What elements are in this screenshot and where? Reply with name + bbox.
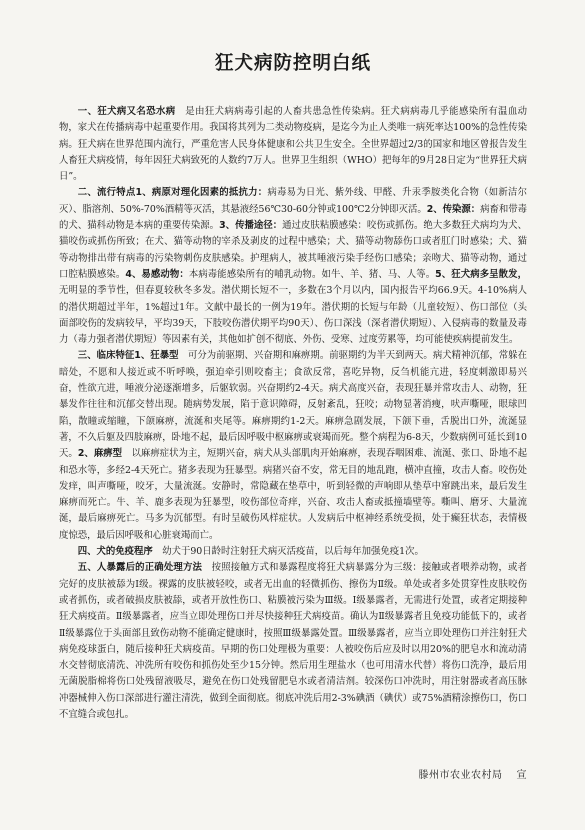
section-2-body: 病毒易为日光、紫外线、甲醛、升汞季胺类化合物（如新洁尔灭）、脂溶剂、50%-70%酒精等灭活，其悬液经56℃30-60分钟或100℃2分钟即灭活。 (59, 187, 527, 215)
page-title: 狂犬病防控明白纸 (214, 53, 371, 74)
section-2-part-1-heading: 2、传染源： (426, 203, 481, 215)
signature (0, 766, 527, 781)
section-3-heading: 三、临床特征1、狂暴型 (77, 350, 179, 362)
section-1-body: 是由狂犬病病毒引起的人畜共患急性传染病。狂犬病病毒几乎能感染所有温血动物，家犬在传播病毒中起重要作用。我国将其列为二类动物疫病，是迄今为止人类唯一病死率达100%的急性传染病。狂犬病在世界范围内流行，严重危害人民身体健康和公共卫生安全。全世界超过2/3的国家和地区曾报告发生人畜狂犬病疫情，每年因狂犬病致死的人数约7万人。世界卫生组织（WHO）把每年的9月28日定为“世界狂犬病日”。 (59, 106, 527, 183)
section-2-part-3-text: 本病毒能感染所有的哺乳动物。如牛、羊、猪、马、人等。 (188, 268, 436, 280)
section-1-heading: 一、狂犬病又名恐水病 (77, 106, 176, 117)
signature-org: 滕州市农业农村局 (418, 770, 503, 781)
section-3 (59, 348, 527, 544)
section-2-part-4-heading: 5、狂犬病多呈散发， (435, 268, 527, 280)
section-3-part-1-text: 以麻痹症状为主，短期兴奋，病犬从头部肌肉开始麻痹，表现吞咽困难、流涎、张口、卧地不起和恐水等，多经2-4天死亡。猪多表现为狂暴型。病猪兴奋不安，常无目的地乱跑，横冲直撞，攻击人畜。咬伤处发痒，叫声嘶哑，咬牙，大量流涎。安静时，常隐藏在垫草中，听到轻微的声响即从垫草中窜跳出来，最后发生麻痹而死亡。牛、羊、鹿多表现为狂暴型，咬伤部位奇痒，兴奋、攻击人畜或抵撞墙壁等。嘶叫、磨牙、大量流涎，最后麻痹死亡。马多为沉郁型。有时呈破伤风样症状。人发病后中枢神经系统受损，处于癫狂状态，表情极度惊恐，最后因呼吸和心脏衰竭而亡。 (59, 448, 527, 541)
section-2-heading: 二、流行特点1、病原对理化因素的抵抗力： (77, 187, 268, 199)
section-5-body: 按照接触方式和暴露程度将狂犬病暴露分为三级：接触或者喂养动物，或者完好的皮肤被舔为Ⅰ级。裸露的皮肤被轻咬，或者无出血的轻微抓伤、擦伤为Ⅱ级。单处或者多处贯穿性皮肤咬伤或者抓伤，或者破损皮肤被舔，或者开放性伤口、粘膜被污染为Ⅲ级。Ⅰ级暴露者，无需进行处置，或者定期接种狂犬病疫苗。Ⅱ级暴露者，应当立即处理伤口并尽快接种狂犬病疫苗。确认为Ⅱ级暴露者且免疫功能低下的，或者Ⅱ级暴露位于头面部且致伤动物不能确定健康时，按照Ⅲ级暴露处置。Ⅲ级暴露者，应当立即处理伤口并注射狂犬病免疫球蛋白，随后接种狂犬病疫苗。早期的伤口处理极为重要：人被咬伤后应及时以用20%的肥皂水和流动清水交替彻底清洗、冲洗所有咬伤和抓伤处至少15分钟。然后用生理盐水（也可用清水代替）将伤口洗净，最后用无菌脱脂棉将伤口处残留液吸尽，避免在伤口处残留肥皂水或者清洁剂。较深伤口冲洗时，用注射器或者高压脉冲器械伸入伤口深部进行灌注清洗，做到全面彻底。彻底冲洗后用2-3%碘酒（碘伏）或75%酒精涂擦伤口，伤口不宜缝合或包扎。 (59, 562, 527, 720)
section-2-part-4-text: 无明显的季节性，但春夏较秋冬多发。潜伏期长短不一，多数在3个月以内，国内报告平均66.9天。4-10%病人的潜伏期超过半年，1%超过1年。文献中最长的一例为19年。潜伏期的长短与年龄（儿童较短）、伤口部位（头面部咬伤的发病较早，平均39天，下肢咬伤潜伏期平均90天）、伤口深浅（深者潜伏期短）、入侵病毒的数量及毒力（毒力强者潜伏期短）等因素有关，其他如扩创不彻底、外伤、受寒、过度劳累等，均可能使疾病提前发生。 (59, 285, 527, 346)
section-2 (59, 185, 527, 348)
section-3-body: 可分为前驱期、兴奋期和麻痹期。前驱期约为半天到两天。病犬精神沉郁，常躲在暗处，不愿和人接近或不听呼唤，强迫牵引则咬畜主；食欲反常，喜吃异物，反刍机能亢进，轻度刺激即易兴奋，性欲亢进，唾液分泌逐渐增多，后躯软弱。兴奋期约2-4天。病犬高度兴奋，表现狂暴并常攻击人、动物，狂暴发作往往和沉郁交替出现。随病势发展，陷于意识障碍，反射紊乱，狂咬；动物显著消瘦，吠声嘶哑，眼球凹陷，散瞳或缩瞳，下颌麻痹，流涎和夹尾等。麻痹期约1-2天。麻痹急剧发展，下颌下垂，舌脱出口外，流涎显著，不久后躯及四肢麻痹，卧地不起，最后因呼吸中枢麻痹或衰竭而死。整个病程为6-8天，少数病例可延长到10天。 (59, 350, 527, 460)
section-5-heading: 五、人暴露后的正确处理方法 (77, 562, 203, 574)
section-2-part-2-heading: 3、传播途径： (219, 220, 283, 232)
signature-action: 宣 (516, 770, 527, 781)
section-1 (59, 104, 527, 185)
section-4 (59, 544, 527, 560)
section-4-body: 幼犬于90日龄时注射狂犬病灭活疫苗，以后每年加强免疫1次。 (162, 546, 424, 558)
section-5 (59, 560, 527, 723)
section-2-part-3-heading: 4、易感动物： (125, 268, 189, 280)
section-2-part-1-text: 病畜和带毒的犬、猫科动物是本病的重要传染源。 (59, 203, 527, 232)
section-3-part-1-heading: 2、麻痹型 (77, 448, 123, 460)
section-2-part-2-text: 通过皮肤粘膜感染：咬伤或抓伤。绝大多数狂犬病均为犬、猫咬伤或抓伤所致；在犬、猫等动物的宰杀及剥皮的过程中感染；犬、猫等动物舔伤口或者肛门时感染；犬、猫等动物排出带有病毒的污染物刺伤皮肤感染。护理病人，被其唾液污染手经伤口感染；亲吻犬、猫等动物，通过口腔粘膜感染。 (59, 220, 527, 280)
section-4-heading: 四、犬的免疫程序 (77, 546, 153, 558)
